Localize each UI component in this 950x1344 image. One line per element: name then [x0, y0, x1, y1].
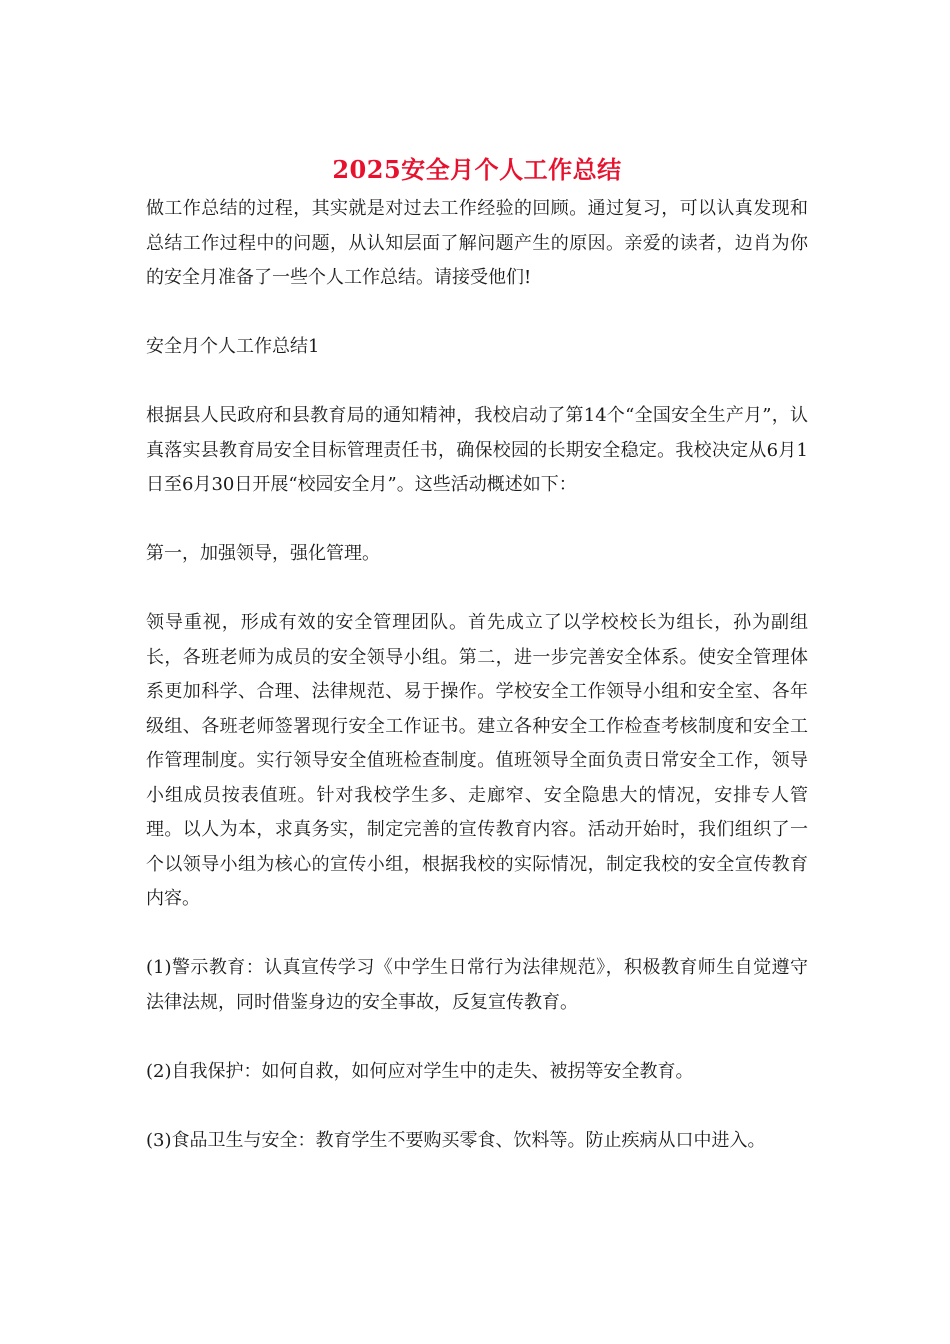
document-page [146, 150, 808, 1158]
intro-paragraph: 做工作总结的过程，其实就是对过去工作经验的回顾。通过复习，可以认真发现和总结工作过程中的问题，从认知层面了解问题产生的原因。亲爱的读者，边肖为你的安全月准备了一些个人工作总结。请接受他们! [146, 198, 808, 288]
section-heading: 安全月个人工作总结1 [146, 336, 320, 357]
list-item-paragraph: (3)食品卫生与安全：教育学生不要购买零食、饮料等。防止疾病从口中进入。 [146, 1129, 766, 1151]
subheading-paragraph: 第一，加强领导，强化管理。 [146, 543, 380, 564]
document-title: 2025安全月个人工作总结 [332, 155, 622, 184]
list-item-paragraph: (1)警示教育：认真宣传学习《中学生日常行为法律规范》，积极教育师生自觉遵守法律法规，同时借鉴身边的安全事故，反复宣传教育。 [146, 957, 808, 1013]
body-paragraph: 根据县人民政府和县教育局的通知精神，我校启动了第14个“全国安全生产月”，认真落实县教育局安全目标管理责任书，确保校园的长期安全稳定。我校决定从6月1日至6月30日开展“校园安全月”。这些活动概述如下： [146, 405, 808, 495]
list-item-paragraph: (2)自我保护：如何自救，如何应对学生中的走失、被拐等安全教育。 [146, 1060, 694, 1082]
body-paragraph: 领导重视，形成有效的安全管理团队。首先成立了以学校校长为组长，孙为副组长，各班老师为成员的安全领导小组。第二，进一步完善安全体系。使安全管理体系更加科学、合理、法律规范、易于操作。学校安全工作领导小组和安全室、各年级组、各班老师签署现行安全工作证书。建立各种安全工作检查考核制度和安全工作管理制度。实行领导安全值班检查制度。值班领导全面负责日常安全工作，领导小组成员按表值班。针对我校学生多、走廊窄、安全隐患大的情况，安排专人管理。以人为本，求真务实，制定完善的宣传教育内容。活动开始时，我们组织了一个以领导小组为核心的宣传小组，根据我校的实际情况，制定我校的安全宣传教育内容。 [146, 612, 808, 909]
